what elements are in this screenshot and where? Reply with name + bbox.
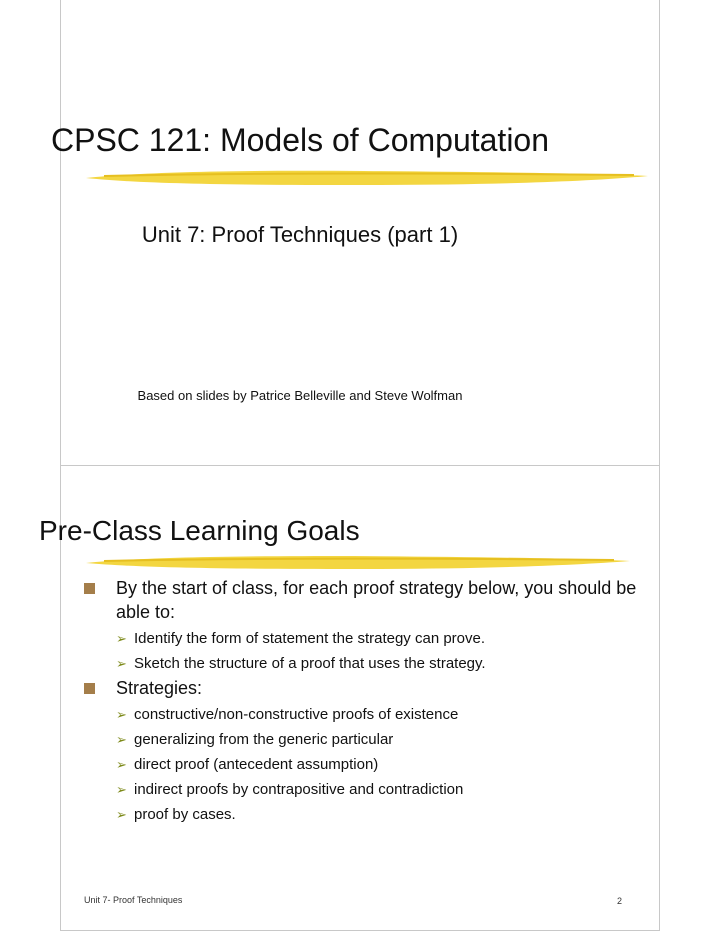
sub-bullet-text: direct proof (antecedent assumption) [134, 756, 379, 773]
slide-1-credit: Based on slides by Patrice Belleville and Steve Wolfman [137, 388, 463, 403]
sub-bullet-item [84, 779, 644, 800]
title-underline [84, 164, 650, 190]
arrow-bullet-icon: ➢ [116, 807, 127, 822]
square-bullet-icon [84, 583, 95, 594]
arrow-bullet-icon: ➢ [116, 707, 127, 722]
sub-bullet-item [84, 754, 644, 775]
footer-label: Unit 7- Proof Techniques [84, 895, 183, 905]
learning-goals-list [84, 574, 644, 825]
sub-bullet-text: Sketch the structure of a proof that uses the strategy. [134, 655, 486, 672]
bullet-text: Strategies: [116, 678, 203, 698]
sub-bullet-text: constructive/non-constructive proofs of existence [134, 706, 459, 723]
bullet-item [84, 576, 644, 624]
bullet-text: By the start of class, for each proof strategy below, you should be able to: [116, 578, 637, 622]
slide-2-title: Pre-Class Learning Goals [39, 515, 360, 546]
sub-bullet-item [84, 653, 644, 674]
bullet-item [84, 676, 644, 700]
sub-bullet-text: proof by cases. [134, 806, 236, 823]
sub-bullet-item [84, 729, 644, 750]
sub-bullet-text: generalizing from the generic particular [134, 731, 394, 748]
arrow-bullet-icon: ➢ [116, 656, 127, 671]
slide-2-title-underline [84, 550, 632, 574]
sub-bullet-item [84, 704, 644, 725]
square-bullet-icon [84, 683, 95, 694]
arrow-bullet-icon: ➢ [116, 782, 127, 797]
sub-bullet-text: indirect proofs by contrapositive and contradiction [134, 781, 464, 798]
arrow-bullet-icon: ➢ [116, 757, 127, 772]
slide-1-subtitle: Unit 7: Proof Techniques (part 1) [141, 222, 459, 247]
sub-bullet-item [84, 628, 644, 649]
sub-bullet-text: Identify the form of statement the strategy can prove. [134, 630, 486, 647]
page-number: 2 [617, 896, 623, 906]
sub-bullet-item [84, 804, 644, 825]
arrow-bullet-icon: ➢ [116, 631, 127, 646]
slide-1-title: CPSC 121: Models of Computation [50, 122, 550, 158]
arrow-bullet-icon: ➢ [116, 732, 127, 747]
